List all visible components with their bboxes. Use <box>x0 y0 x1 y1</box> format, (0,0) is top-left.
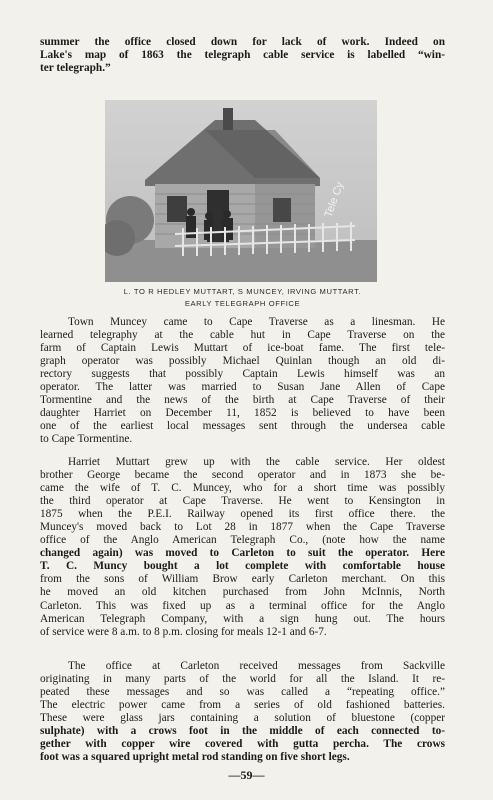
text-line: of service were 8 a.m. to 8 p.m. closing for meals 12-1 and 6-7. <box>40 625 327 638</box>
text-line: from the sons of William Brow early Carleton merchant. On this <box>40 573 445 586</box>
text-line: American Telegraph Company, with a sign hung out. The hours <box>40 612 445 625</box>
text-line: came the wife of T. C. Muncey, who for a short time was possibly <box>40 482 445 495</box>
text-line: graph operator was possibly Michael Quinlan though an old di- <box>40 355 445 368</box>
text-line: Lake's map of 1863 the telegraph cable service is labelled “win- <box>40 49 445 62</box>
text-line: peated these messages and so was called a “repeating office.” <box>40 686 445 699</box>
text-line: office of the Anglo American Telegraph Co., (note how the name <box>40 534 445 547</box>
text-line: to Cape Tormentine. <box>40 433 133 446</box>
text-line: foot was a squared upright metal rod standing on five short legs. <box>40 751 350 764</box>
text-line: The office at Carleton received messages from Sackville <box>68 660 445 672</box>
text-line: operator. The latter was married to Susan Jane Allen of Cape <box>40 381 445 394</box>
paragraph-intro <box>40 36 445 75</box>
photo-caption-subtitle: EARLY TELEGRAPH OFFICE <box>184 299 301 308</box>
text-line: Carleton. This was fixed up as a terminal office for the Anglo <box>40 599 445 612</box>
text-line: Town Muncey came to Cape Traverse as a linesman. He <box>68 316 445 328</box>
text-line: These were glass jars containing a solution of bluestone (copper <box>40 712 445 725</box>
text-line: summer the office closed down for lack of work. Indeed on <box>40 36 445 48</box>
photo-caption: L. TO R HEDLEY MUTTART, S MUNCEY, IRVING MUTTART. <box>123 287 362 296</box>
text-line: farm of Captain Lewis Muttart of ice-boat fame. The first tele- <box>40 342 445 355</box>
photo-inscription: Tele Cy <box>322 180 347 220</box>
text-line: the third operator at Cape Traverse. He went to Kensington in <box>40 495 445 508</box>
text-line: The electric power came from a series of old fashioned batteries. <box>40 699 445 712</box>
text-line: Harriet Muttart grew up with the cable service. Her oldest <box>68 456 445 468</box>
text-line: gether with copper wire covered with gutta percha. The crows <box>40 738 445 751</box>
text-line: Tormentine and the news of the birth at Cape Traverse of their <box>40 394 445 407</box>
page-number: —59— <box>228 768 265 782</box>
paragraph-carleton-office <box>40 660 445 764</box>
text-line: 1875 when the P.E.I. Railway opened its first office there. the <box>40 508 445 521</box>
text-line: brother George became the second operator and in 1873 she be- <box>40 469 445 482</box>
text-line: one of the earliest local messages sent through the undersea cable <box>40 420 445 433</box>
text-line: Muncey's moved back to Lot 28 in 1877 when the Cape Traverse <box>40 521 445 534</box>
text-line: sulphate) with a crows foot in the middle of each connected to- <box>40 725 445 738</box>
text-line: ter telegraph.” <box>40 62 111 75</box>
text-line: changed again) was moved to Carleton to suit the operator. Here <box>40 547 445 560</box>
text-line: daughter Harriet on December 11, 1852 is believed to have been <box>40 407 445 420</box>
paragraph-town-muncey <box>40 316 445 446</box>
text-line: rectory suggests that possibly Captain Lewis himself was an <box>40 368 445 381</box>
text-line: he moved an old kitchen purchased from John McInnis, North <box>40 586 445 599</box>
text-line: originating in many parts of the world for all the Island. It re- <box>40 673 445 686</box>
paragraph-harriet-muttart <box>40 456 445 639</box>
telegraph-office-photo <box>105 100 377 282</box>
text-line: T. C. Muncy bought a lot complete with comfortable house <box>40 560 445 573</box>
text-line: learned telegraphy at the cable hut in Cape Traverse on the <box>40 329 445 342</box>
